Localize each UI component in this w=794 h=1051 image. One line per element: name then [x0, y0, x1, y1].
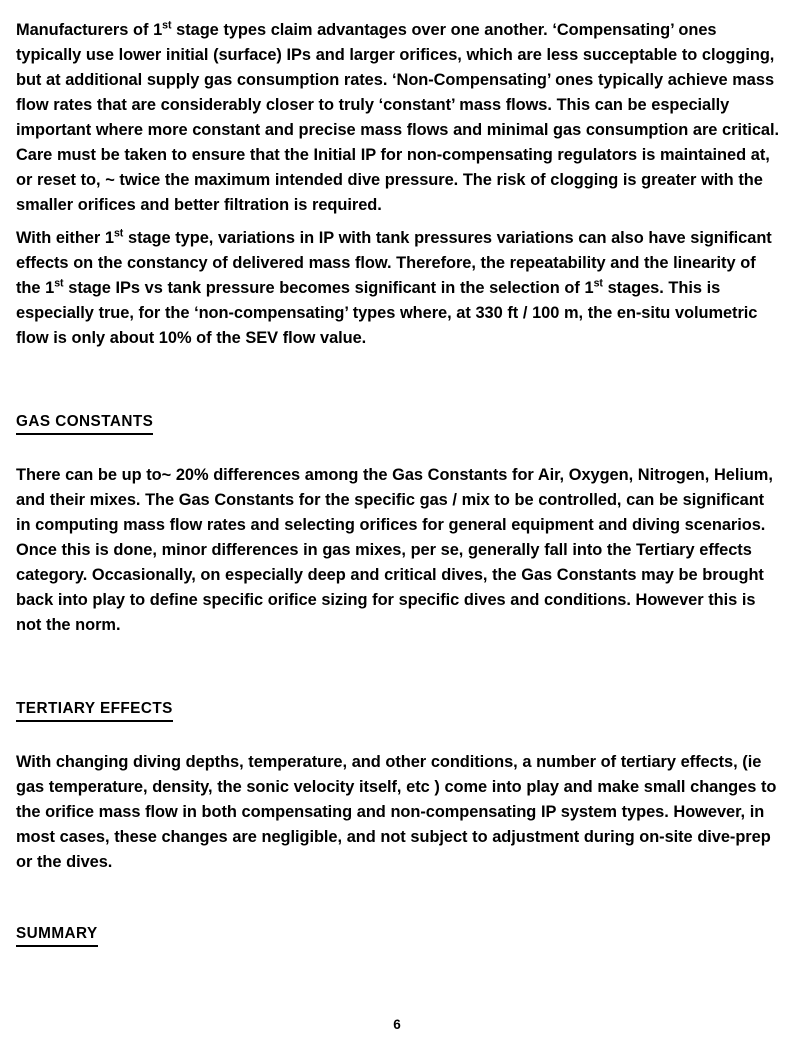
paragraph-1-text-a: Manufacturers of 1 — [16, 21, 163, 39]
ordinal-suffix-superscript: st — [54, 277, 64, 290]
paragraph-spacer — [16, 218, 782, 226]
paragraph-2-text-a: With either 1 — [16, 229, 114, 247]
page-content — [16, 18, 782, 947]
paragraph-2-text-c: stage IPs vs tank pressure becomes significant in the selection of 1 — [63, 279, 594, 297]
heading-gas-constants: GAS CONSTANTS — [16, 411, 153, 435]
section-header-tertiary-effects — [16, 698, 782, 722]
paragraph-2-text-d: stages. This is especially true, for the ‘non-compensating’ types where, at 330 ft / 100 m, the en-situ volumetric flow is only about 10% of the SEV flow value. — [16, 279, 758, 347]
paragraph-tertiary-effects-body: With changing diving depths, temperature, and other conditions, a number of tertiary effects, (ie gas temperature, density, the sonic velocity itself, etc ) come into play and make small changes to the orifice mass flow in both compensating and non-compensating IP system types. However, in most cases, these changes are negligible, and not subject to adjustment during on-site dive-prep or the dives. — [16, 753, 777, 871]
heading-tertiary-effects: TERTIARY EFFECTS — [16, 698, 173, 722]
paragraph-gas-constants-body: There can be up to~ 20% differences among the Gas Constants for Air, Oxygen, Nitrogen, Helium, and their mixes. The Gas Constants for the specific gas / mix to be controlled, can be significant in computing mass flow rates and selecting orifices for general equipment and diving scenarios. Once this is done, minor differences in gas mixes, per se, generally fall into the Tertiary effects category. Occasionally, on especially deep and critical dives, the Gas Constants may be brought back into play to define specific orifice sizing for specific dives and conditions. However this is not the norm. — [16, 466, 773, 634]
section-spacer — [16, 638, 782, 698]
section-spacer — [16, 875, 782, 923]
paragraph-ip-variations — [16, 226, 782, 351]
ordinal-suffix-superscript: st — [162, 19, 172, 32]
paragraph-1-text-b: stage types claim advantages over one another. ‘Compensating’ ones typically use lower initial (surface) IPs and larger orifices, which are less succeptable to clogging, but at additional supply gas consumption rates. ‘Non-Compensating’ ones typically achieve mass flow rates that are considerably closer to truly ‘constant’ mass flows. This can be especially important where more constant and precise mass flows and minimal gas consumption are critical. Care must be taken to ensure that the Initial IP for non-compensating regulators is maintained at, or reset to, ~ twice the maximum intended dive pressure. The risk of clogging is greater with the smaller orifices and better filtration is required. — [16, 21, 780, 214]
heading-body-spacer — [16, 722, 782, 750]
section-header-summary — [16, 923, 782, 947]
section-header-gas-constants — [16, 411, 782, 435]
paragraph-first-stage-types — [16, 18, 782, 218]
section-spacer — [16, 351, 782, 411]
page-number: 6 — [393, 1017, 401, 1032]
paragraph-2-text-b: stage type, variations in IP with tank pressures variations can also have significant effects on the constancy of delivered mass flow. Therefore, the repeatability and the linearity of the 1 — [16, 229, 772, 297]
ordinal-suffix-superscript: st — [593, 277, 603, 290]
heading-body-spacer — [16, 435, 782, 463]
heading-summary: SUMMARY — [16, 923, 98, 947]
ordinal-suffix-superscript: st — [113, 227, 124, 240]
